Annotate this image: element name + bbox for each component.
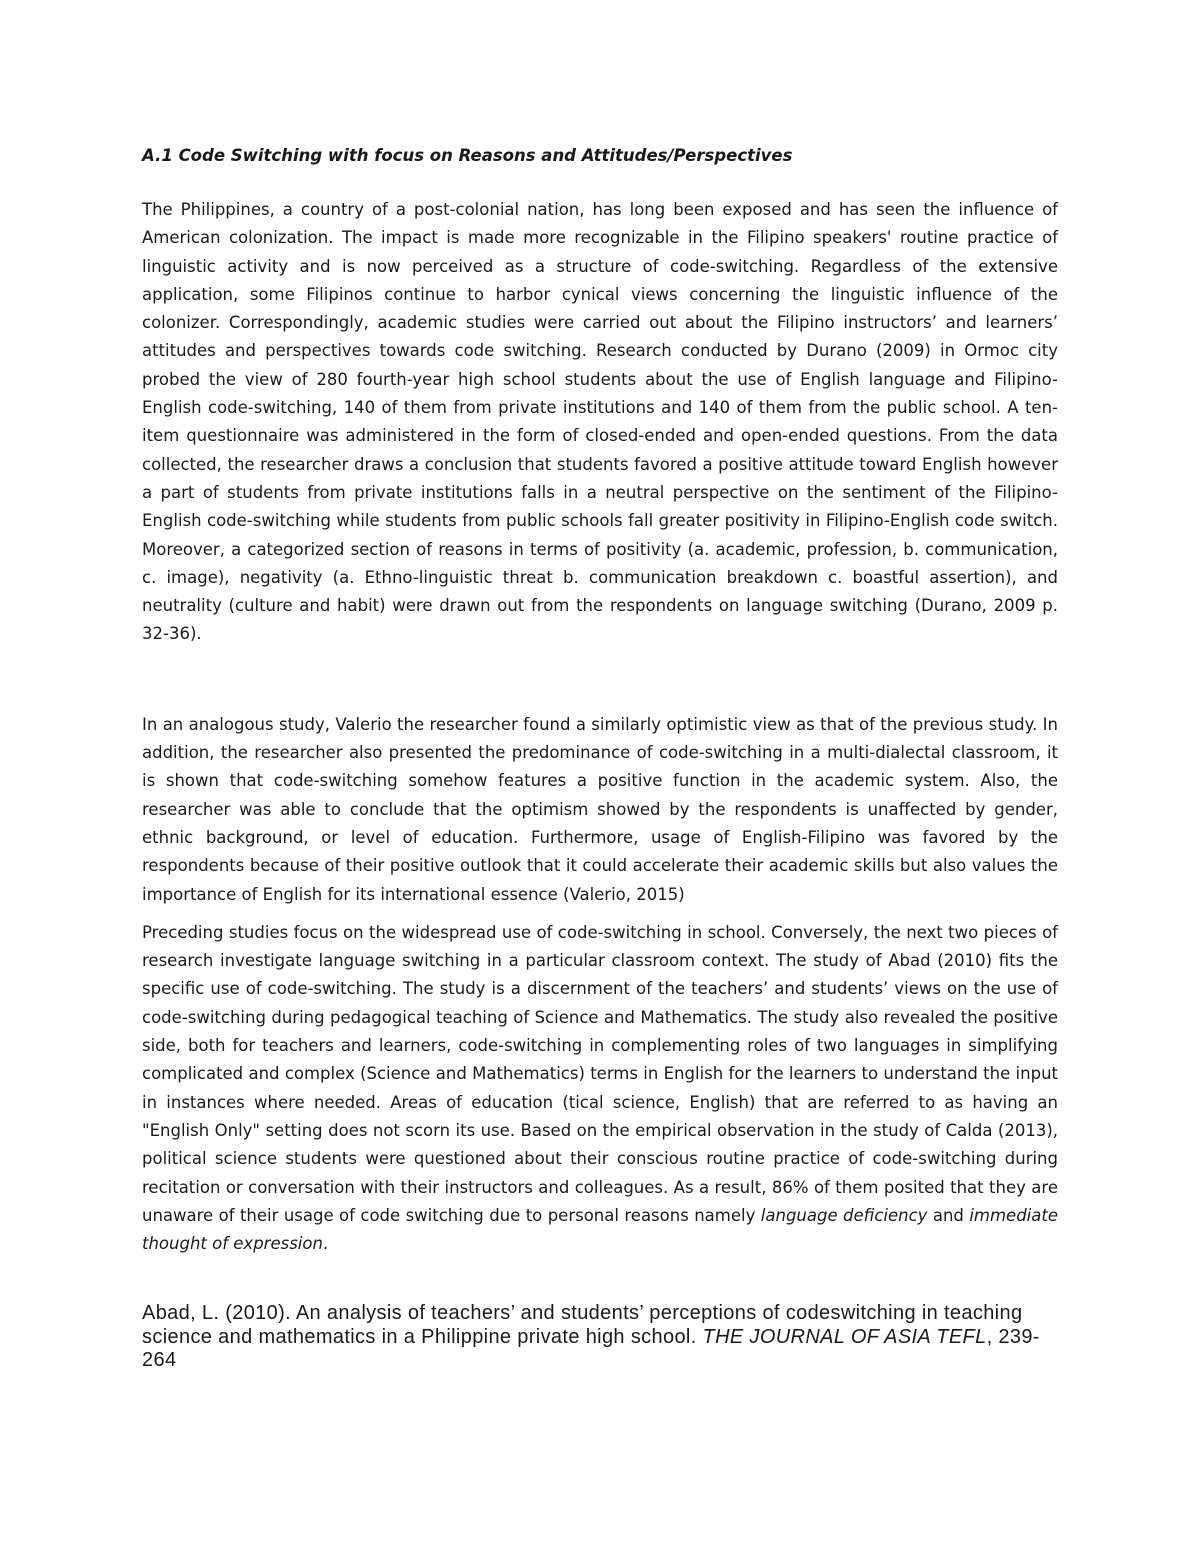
paragraph-end-period: . bbox=[322, 1234, 329, 1254]
paragraph-abad-calda bbox=[142, 919, 1058, 1259]
paragraph-durano: The Philippines, a country of a post-colonial nation, has long been exposed and has seen the influence of American colonization. The impact is made more recognizable in the Filipino speakers' routine practice of linguistic activity and is now perceived as a structure of code-switching. Regardless of the extensive application, some Filipinos continue to harbor cynical views concerning the linguistic influence of the colonizer. Correspondingly, academic studies were carried out about the Filipino instructors’ and learners’ attitudes and perspectives towards code switching. Research conducted by Durano (2009) in Ormoc city probed the view of 280 fourth-year high school students about the use of English language and Filipino-English code-switching, 140 of them from private institutions and 140 of them from the public school. A ten-item questionnaire was administered in the form of closed-ended and open-ended questions. From the data collected, the researcher draws a conclusion that students favored a positive attitude toward English however a part of students from private institutions falls in a neutral perspective on the sentiment of the Filipino-English code-switching while students from public schools fall greater positivity in Filipino-English code switch. Moreover, a categorized section of reasons in terms of positivity (a. academic, profession, b. communication, c. image), negativity (a. Ethno-linguistic threat b. communication breakdown c. boastful assertion), and neutrality (culture and habit) were drawn out from the respondents on language switching (Durano, 2009 p. 32-36). bbox=[142, 200, 1058, 644]
paragraph-valerio: In an analogous study, Valerio the researcher found a similarly optimistic view as that of the previous study. In addition, the researcher also presented the predominance of code-switching in a multi-dialectal classroom, it is shown that code-switching somehow features a positive function in the academic system. Also, the researcher was able to conclude that the optimism showed by the respondents is unaffected by gender, ethnic background, or level of education. Furthermore, usage of English-Filipino was favored by the respondents because of their positive outlook that it could accelerate their academic skills but also values the importance of English for its international essence (Valerio, 2015) bbox=[142, 714, 1058, 904]
paragraph-abad-calda-text: Preceding studies focus on the widespread use of code-switching in school. Conversely, the next two pieces of research investigate language switching in a particular classroom context. The study of Abad (2010) fits the specific use of code-switching. The study is a discernment of the teachers’ and students’ views on the use of code-switching during pedagogical teaching of Science and Mathematics. The study also revealed the positive side, both for teachers and learners, code-switching in complementing roles of two languages in simplifying complicated and complex (Science and Mathematics) terms in English for the learners to understand the input in instances where needed. Areas of education (tical science, English) that are referred to as having an "English Only" setting does not scorn its use. Based on the empirical observation in the study of Calda (2013), political science students were questioned about their conscious routine practice of code-switching during recitation or conversation with their instructors and colleagues. As a result, 86% of them posited that they are unaware of their usage of code switching due to personal reasons namely bbox=[142, 922, 1058, 1225]
reference-journal-title: THE JOURNAL OF ASIA TEFL bbox=[702, 1325, 987, 1348]
emphasis-immediate-thought: immediate thought of expression bbox=[142, 1205, 1058, 1254]
section-heading: A.1 Code Switching with focus on Reasons and Attitudes/Perspectives bbox=[142, 146, 793, 165]
paragraph-conjunction: and bbox=[927, 1205, 970, 1225]
reference-entry bbox=[142, 1302, 1072, 1373]
reference-pages: , 239-264 bbox=[142, 1325, 1040, 1372]
emphasis-language-deficiency: language deficiency bbox=[760, 1205, 928, 1225]
reference-citation: Abad, L. (2010). An analysis of teachers’ and students’ perceptions of codeswitching in teaching science and mathematics in a Philippine private high school. bbox=[142, 1302, 1023, 1348]
document-page bbox=[142, 142, 1058, 1393]
